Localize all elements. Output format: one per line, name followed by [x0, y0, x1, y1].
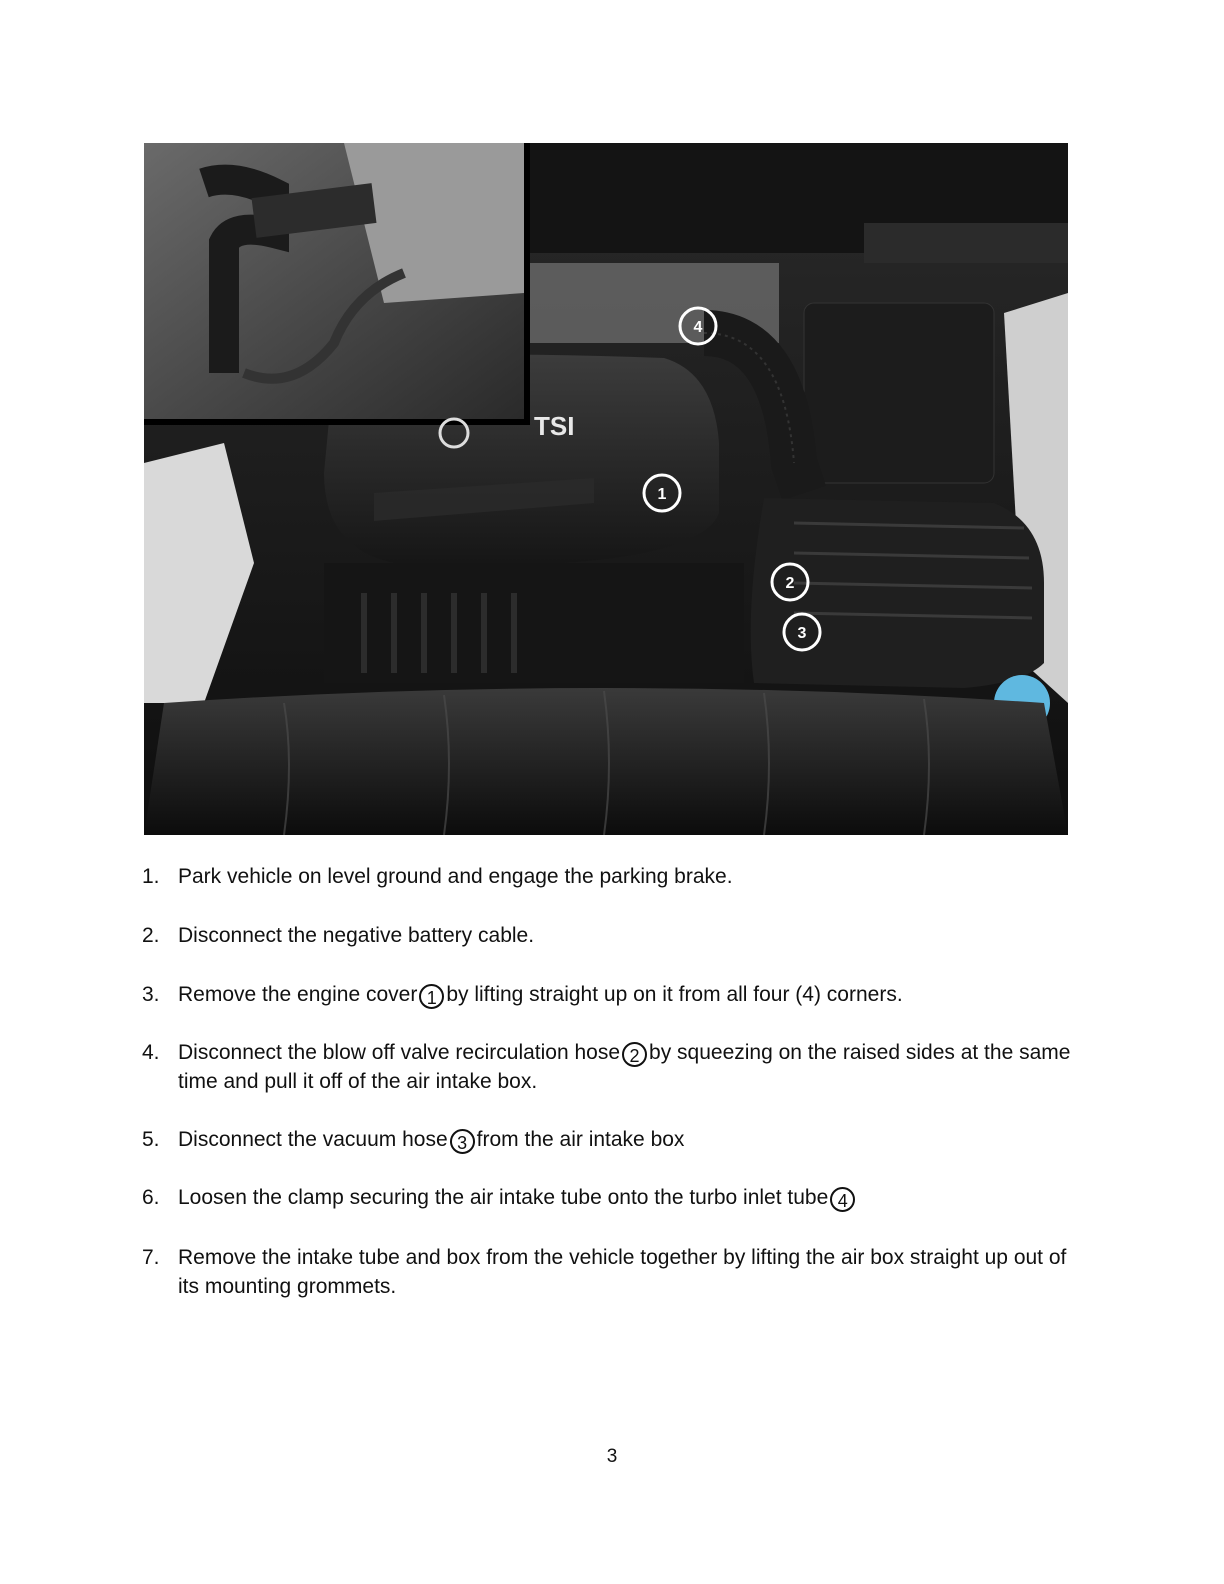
- step-text: Disconnect the negative battery cable.: [178, 924, 535, 947]
- callout-ref-1: 1: [419, 984, 444, 1009]
- callout-ref-4: 4: [830, 1187, 855, 1212]
- step-5: [142, 1125, 1072, 1154]
- step-text: Disconnect the blow off valve recirculation hose: [178, 1041, 621, 1064]
- step-number: 6.: [142, 1186, 160, 1209]
- callout-4-label: 4: [693, 319, 703, 336]
- step-text: by squeezing on the raised sides at the same time and pull it off of the air intake box.: [178, 1041, 1071, 1093]
- callout-ref-3: 3: [450, 1129, 475, 1154]
- step-text: by lifting straight up on it from all four (4) corners.: [446, 983, 903, 1006]
- engine-bay-photo: [144, 143, 1068, 835]
- callout-ref-2: 2: [622, 1042, 647, 1067]
- step-3: [142, 980, 1072, 1009]
- step-number: 3.: [142, 983, 160, 1006]
- callout-3-label: 3: [797, 625, 807, 642]
- engine-bay-illustration: [144, 143, 1068, 835]
- step-number: 7.: [142, 1246, 160, 1269]
- instruction-steps: [142, 862, 1072, 1301]
- step-text: Remove the intake tube and box from the vehicle together by lifting the air box straight up out of its mounting grommets.: [178, 1246, 1067, 1298]
- step-2: [142, 921, 1072, 950]
- page-number: 3: [606, 1446, 618, 1467]
- step-number: 2.: [142, 924, 160, 947]
- step-7: [142, 1243, 1072, 1301]
- step-text: from the air intake box: [476, 1128, 685, 1151]
- callout-2-label: 2: [785, 575, 795, 592]
- step-6: [142, 1183, 1072, 1212]
- step-text: Disconnect the vacuum hose: [178, 1128, 448, 1151]
- step-number: 4.: [142, 1041, 160, 1064]
- tsi-badge: TSI: [534, 411, 575, 441]
- callout-1-label: 1: [657, 486, 667, 503]
- step-1: [142, 862, 1072, 891]
- step-text: Remove the engine cover: [178, 983, 418, 1006]
- step-number: 5.: [142, 1128, 160, 1151]
- step-text: Loosen the clamp securing the air intake tube onto the turbo inlet tube: [178, 1186, 829, 1209]
- step-text: Park vehicle on level ground and engage the parking brake.: [178, 865, 733, 888]
- step-number: 1.: [142, 865, 160, 888]
- step-4: [142, 1038, 1072, 1096]
